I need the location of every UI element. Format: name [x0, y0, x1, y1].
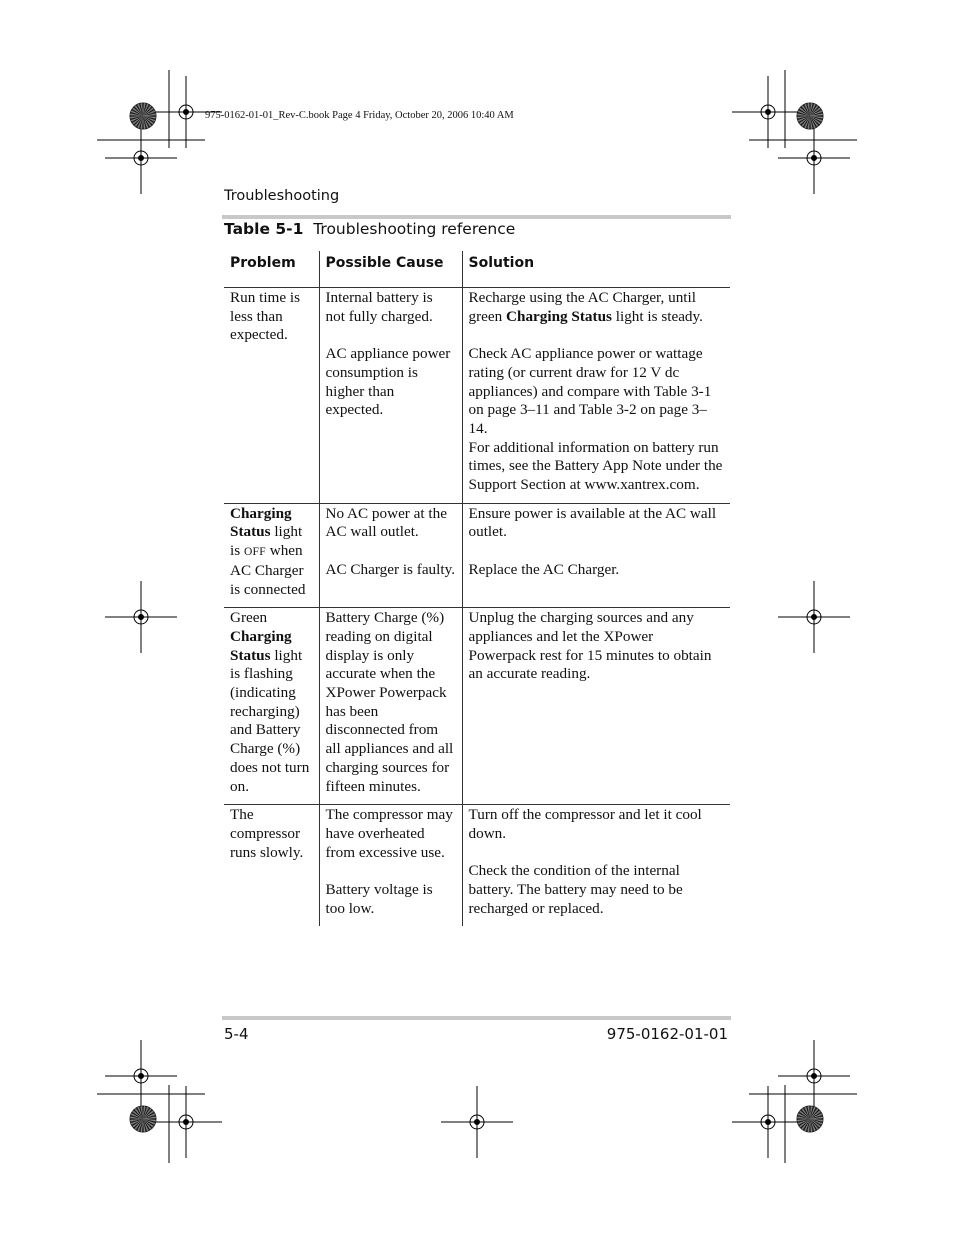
cause-text: AC Charger is faulty.	[325, 560, 455, 578]
solution-text: Unplug the charging sources and any appliances and let the XPower Powerpack rest for 15 minutes to obtain an accurate reading.	[468, 609, 712, 683]
problem-cell	[224, 805, 319, 927]
page-number: 5-4	[224, 1025, 249, 1043]
problem-cell	[224, 288, 319, 504]
table-row	[224, 805, 730, 927]
solution-text: Turn off the compressor and let it cool down.	[468, 806, 702, 842]
solution-text: Recharge using the AC Charger, until green Charging Status light is steady.	[468, 289, 703, 325]
cause-text: Battery voltage is too low.	[325, 881, 433, 917]
header-rule	[222, 215, 731, 219]
cause-text: The compressor may have overheated from excessive use.	[325, 806, 453, 861]
cause-cell	[319, 288, 462, 504]
registration-mark-icon	[105, 122, 177, 194]
table-row	[224, 608, 730, 805]
solution-text: Check AC appliance power or wattage rating (or current draw for 12 V dc appliances) and compare with Table 3-1 on page 3–11 and Table 3-2 on page 3–14.	[468, 345, 712, 437]
cause-text: No AC power at the AC wall outlet.	[325, 504, 447, 541]
starburst-mark-icon	[130, 1106, 156, 1132]
problem-text: Run time is less than expected.	[230, 289, 301, 344]
table-header-row	[224, 251, 730, 288]
registration-mark-icon	[778, 122, 850, 194]
cause-text: Battery Charge (%) reading on digital display is only accurate when the XPower Powerpack has been disconnected from all appliances and all charging sources for fifteen minutes.	[325, 609, 454, 795]
print-info-line: 975-0162-01-01_Rev-C.book Page 4 Friday, October 20, 2006 10:40 AM	[205, 110, 514, 121]
problem-cell: Green Charging Status light is flashing (indicating recharging) and Battery Charge (%) does not turn on.	[224, 608, 319, 805]
solution-text: Ensure power is available at the AC wall outlet.	[468, 504, 717, 541]
solution-cell	[462, 608, 730, 805]
cause-cell	[319, 503, 462, 608]
registration-mark-icon	[105, 581, 177, 653]
table-title: Troubleshooting reference	[313, 220, 516, 238]
registration-mark-icon	[105, 1040, 177, 1112]
problem-text: The compressor runs slowly.	[230, 806, 304, 861]
header-solution: Solution	[462, 251, 730, 288]
table-caption	[224, 220, 515, 238]
registration-mark-icon	[732, 1086, 804, 1158]
table-row	[224, 503, 730, 608]
cause-cell	[319, 608, 462, 805]
solution-text: For additional information on battery run times, see the Battery App Note under the Support Section at www.xantrex.com.	[468, 438, 723, 494]
troubleshooting-table	[224, 251, 730, 926]
solution-cell	[462, 503, 730, 608]
registration-mark-icon	[732, 76, 804, 148]
solution-text: Check the condition of the internal battery. The battery may need to be recharged or replaced.	[468, 862, 683, 917]
starburst-mark-icon	[797, 103, 823, 129]
header-problem: Problem	[224, 251, 319, 288]
solution-cell	[462, 288, 730, 504]
table-row	[224, 288, 730, 504]
section-title: Troubleshooting	[224, 188, 340, 204]
solution-text: Replace the AC Charger.	[468, 560, 620, 578]
starburst-mark-icon	[797, 1106, 823, 1132]
header-possible-cause: Possible Cause	[319, 251, 462, 288]
registration-mark-icon	[778, 1040, 850, 1112]
registration-mark-icon	[778, 581, 850, 653]
solution-cell	[462, 805, 730, 927]
cause-text: AC appliance power consumption is higher than expected.	[325, 345, 451, 419]
cause-cell	[319, 805, 462, 927]
registration-mark-icon	[150, 1086, 222, 1158]
footer-rule	[222, 1016, 731, 1020]
starburst-mark-icon	[130, 103, 156, 129]
problem-cell: Charging Status light is OFF when AC Charger is connected	[224, 503, 319, 608]
document-number: 975-0162-01-01	[606, 1025, 728, 1043]
cause-text: Internal battery is not fully charged.	[325, 289, 433, 325]
table-number: Table 5-1	[224, 220, 304, 238]
registration-mark-icon	[441, 1086, 513, 1158]
